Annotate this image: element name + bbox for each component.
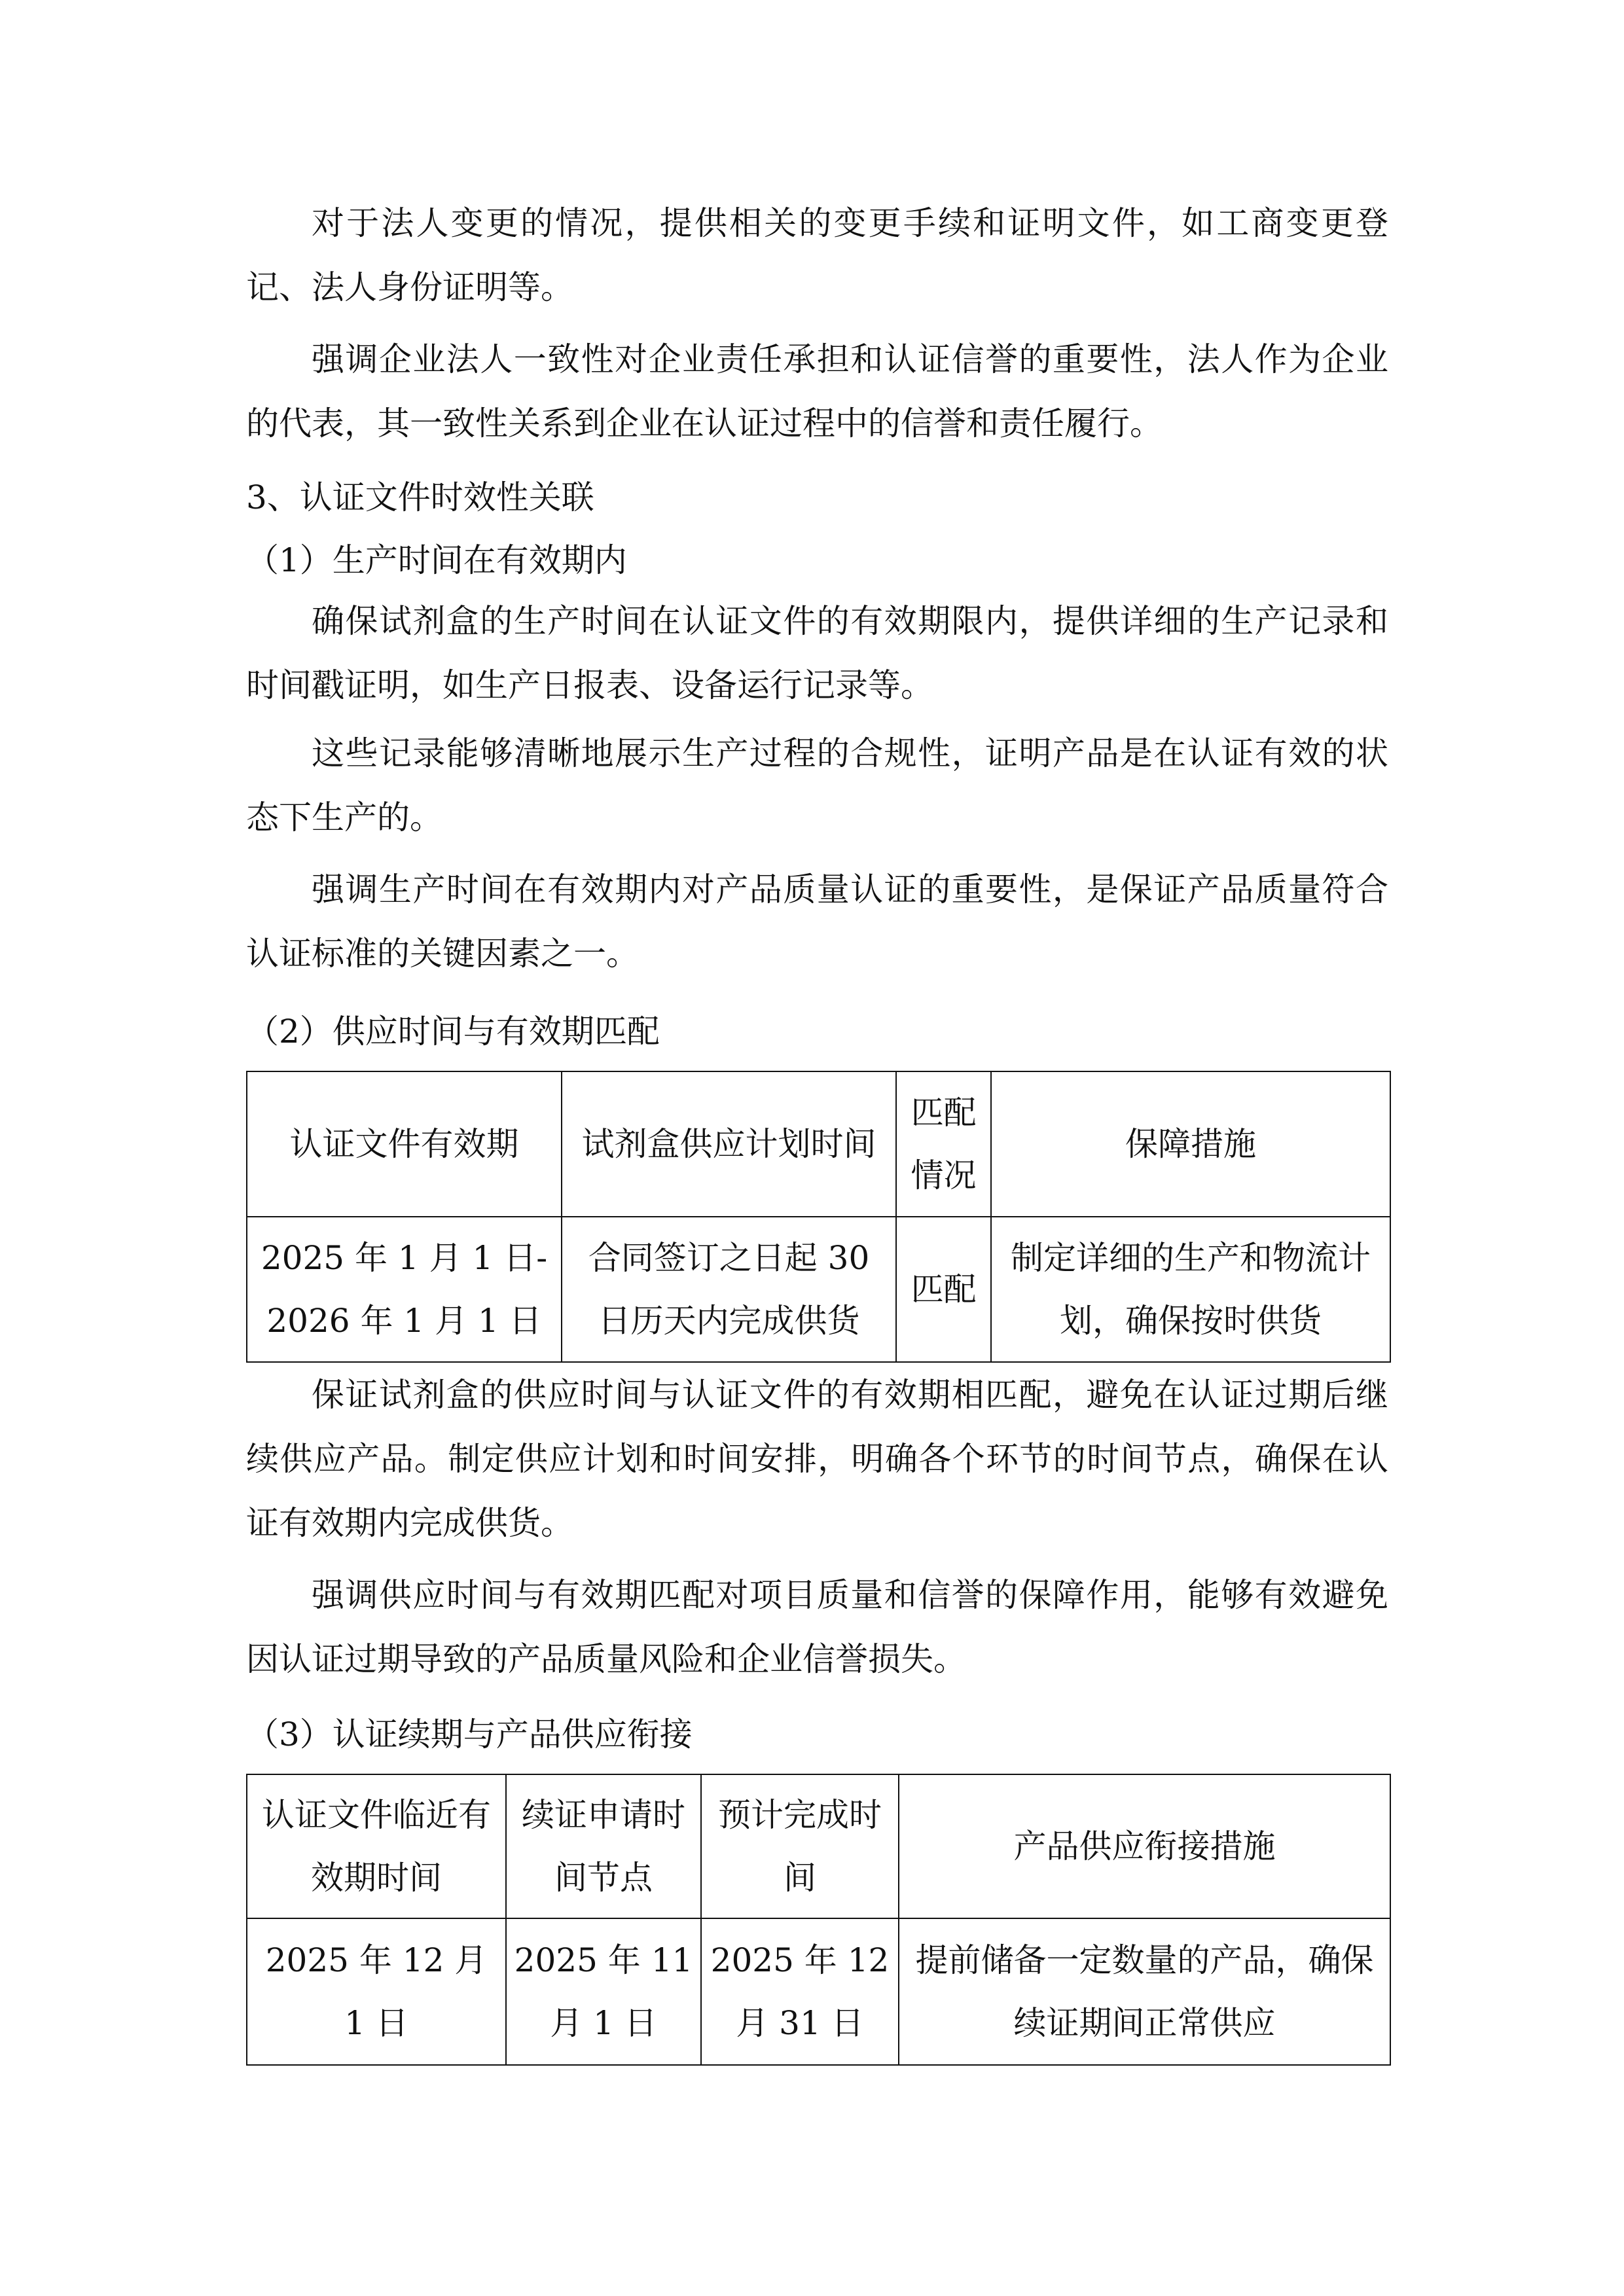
- table-cell: 提前储备一定数量的产品，确保续证期间正常供应: [899, 1918, 1390, 2065]
- section-heading-3: 3、认证文件时效性关联: [246, 478, 594, 516]
- table-header-cell: 续证申请时间节点: [506, 1774, 701, 1918]
- subsection-heading-3-2: （2）供应时间与有效期匹配: [246, 1013, 660, 1050]
- subsection-heading-3-1: （1）生产时间在有效期内: [246, 541, 627, 579]
- table-header-cell: 试剂盒供应计划时间: [562, 1071, 896, 1217]
- table-cell: 2025 年 1 月 1 日-2026 年 1 月 1 日: [247, 1217, 562, 1362]
- table-header-cell: 预计完成时间: [701, 1774, 899, 1918]
- table-cell: 2025 年 11 月 1 日: [506, 1918, 701, 2065]
- table-row: [247, 1217, 1390, 1362]
- subsection-heading-3-3: （3）认证续期与产品供应衔接: [246, 1715, 693, 1753]
- paragraph-supply-match: 保证试剂盒的供应时间与认证文件的有效期相匹配，避免在认证过期后继续供应产品。制定供应计划和时间安排，明确各个环节的时间节点，确保在认证有效期内完成供货。: [246, 1376, 1388, 1542]
- paragraph-production-time: 确保试剂盒的生产时间在认证文件的有效期限内，提供详细的生产记录和时间戳证明，如生产日报表、设备运行记录等。: [246, 602, 1388, 704]
- supply-validity-table: [246, 1071, 1391, 1363]
- table-cell: 2025 年 12 月 1 日: [247, 1918, 506, 2065]
- table-header-cell: 认证文件临近有效期时间: [247, 1774, 506, 1918]
- table-header-cell: 匹配情况: [896, 1071, 991, 1217]
- table-header-row: [247, 1071, 1390, 1217]
- paragraph-legal-change: 对于法人变更的情况，提供相关的变更手续和证明文件，如工商变更登记、法人身份证明等。: [246, 204, 1388, 306]
- paragraph-production-importance: 强调生产时间在有效期内对产品质量认证的重要性，是保证产品质量符合认证标准的关键因素之一。: [246, 870, 1388, 973]
- table-cell: 合同签订之日起 30 日历天内完成供货: [562, 1217, 896, 1362]
- paragraph-supply-importance: 强调供应时间与有效期匹配对项目质量和信誉的保障作用，能够有效避免因认证过期导致的产品质量风险和企业信誉损失。: [246, 1576, 1388, 1678]
- renewal-supply-table: [246, 1774, 1391, 2066]
- table-cell: 制定详细的生产和物流计划，确保按时供货: [991, 1217, 1390, 1362]
- paragraph-legal-consistency: 强调企业法人一致性对企业责任承担和认证信誉的重要性，法人作为企业的代表，其一致性关系到企业在认证过程中的信誉和责任履行。: [246, 340, 1388, 442]
- table-header-cell: 保障措施: [991, 1071, 1390, 1217]
- table-cell: 匹配: [896, 1217, 991, 1362]
- paragraph-records: 这些记录能够清晰地展示生产过程的合规性，证明产品是在认证有效的状态下生产的。: [246, 734, 1388, 836]
- table-row: [247, 1918, 1390, 2065]
- table-header-cell: 认证文件有效期: [247, 1071, 562, 1217]
- table-header-row: [247, 1774, 1390, 1918]
- table-header-cell: 产品供应衔接措施: [899, 1774, 1390, 1918]
- table-cell: 2025 年 12 月 31 日: [701, 1918, 899, 2065]
